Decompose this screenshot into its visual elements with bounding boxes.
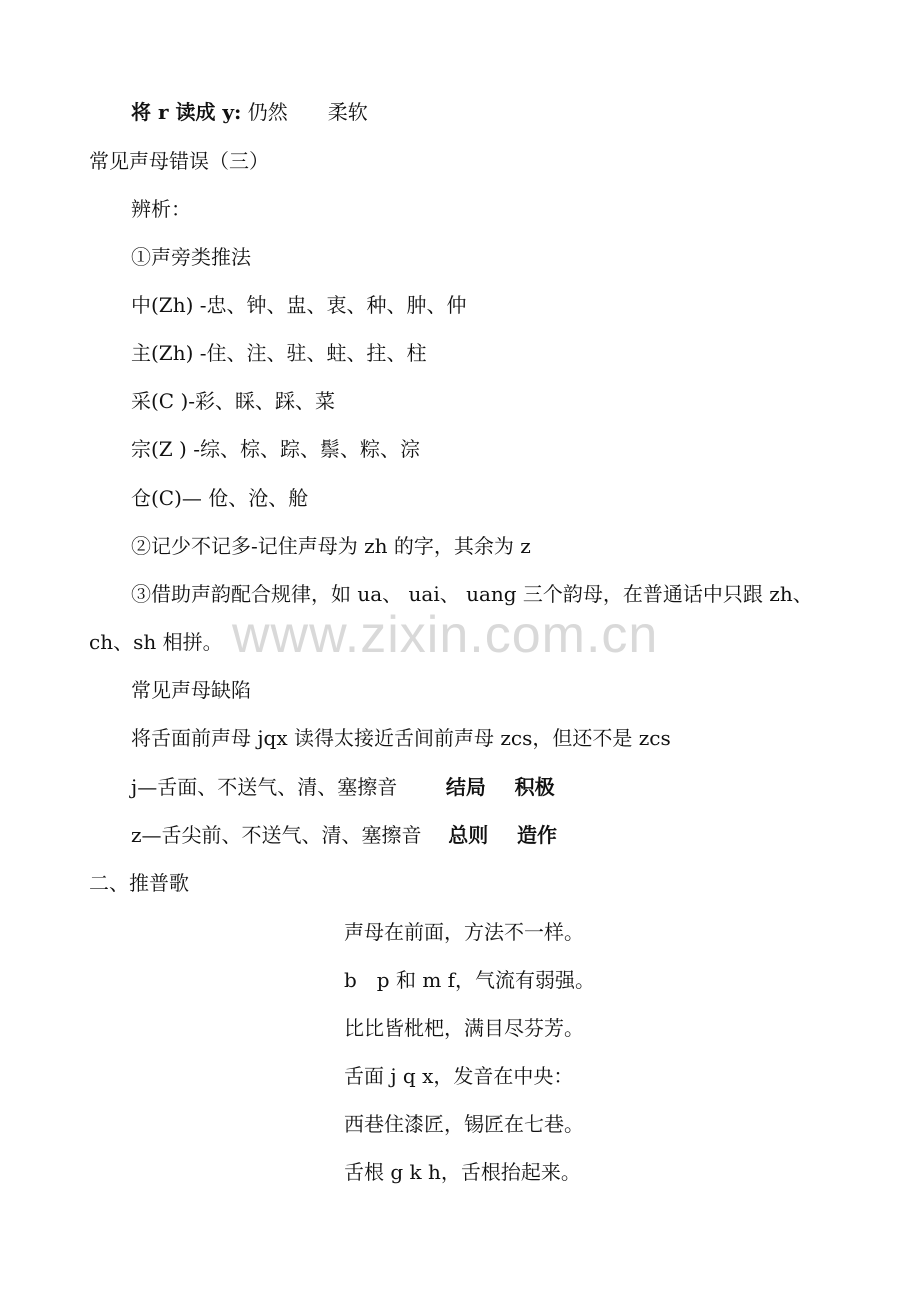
line-z-example-2: 造作 [516,823,557,847]
poem-line: 舌面 j q x，发音在中央： [344,1064,574,1088]
line-j-description [131,775,555,799]
poem-line: 声母在前面，方法不一样。 [344,920,584,944]
line-z-text: z—舌尖前、不送气、清、塞擦音 [131,823,422,847]
line-r-to-y-words: 仍然 柔软 [247,100,368,124]
defects-heading: 常见声母缺陷 [131,678,251,702]
line-j-example-1: 结局 [445,775,486,799]
example-zhong: 中(Zh) -忠、钟、盅、衷、种、肿、仲 [131,293,467,317]
method-2: ②记少不记多-记住声母为 zh 的字，其余为 z [131,534,531,558]
example-zong: 宗(Z ) -综、棕、踪、鬃、粽、淙 [131,437,420,461]
line-j-text: j—舌面、不送气、清、塞擦音 [131,775,398,799]
poem-line: b p 和 m f，气流有弱强。 [344,968,596,992]
section-heading-song: 二、推普歌 [89,871,189,895]
line-z-description [131,823,557,847]
example-cang: 仓(C)— 伧、沧、舱 [131,486,309,510]
example-zhu: 主(Zh) -住、注、驻、蛀、拄、柱 [131,341,427,365]
poem-line: 比比皆枇杷，满目尽芬芳。 [344,1016,584,1040]
method-1-heading: ①声旁类推法 [131,245,251,269]
line-j-example-2: 积极 [514,775,555,799]
watermark: www.zixin.com.cn [232,606,659,664]
example-cai: 采(C )-彩、睬、踩、菜 [131,389,336,413]
analysis-label: 辨析： [131,197,191,221]
poem-line: 舌根 g k h，舌根抬起来。 [344,1160,581,1184]
section-heading-errors-3: 常见声母错误（三） [89,149,269,173]
line-r-to-y [131,100,368,124]
method-3-continued: ch、sh 相拼。 [89,630,223,654]
defect-description: 将舌面前声母 jqx 读得太接近舌间前声母 zcs，但还不是 zcs [131,726,671,750]
line-z-example-1: 总则 [448,823,489,847]
poem-line: 西巷住漆匠，锡匠在七巷。 [344,1112,584,1136]
method-3: ③借助声韵配合规律，如 ua、 uai、 uang 三个韵母，在普通话中只跟 zh、 [131,582,813,606]
line-r-to-y-label: 将 r 读成 y: [131,100,242,124]
